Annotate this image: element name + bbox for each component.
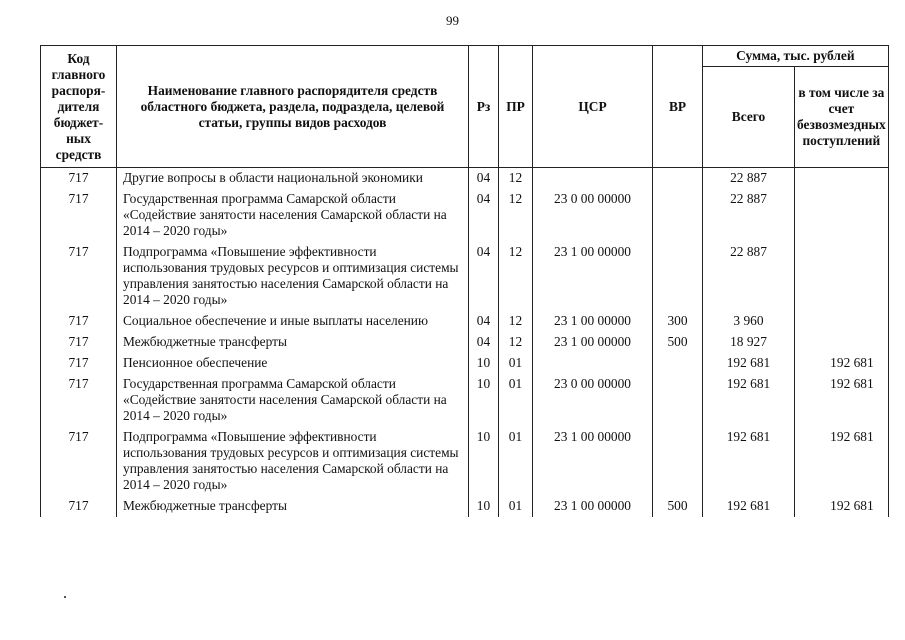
cell-rz: 04 [469, 332, 499, 353]
cell-total: 18 927 [703, 332, 795, 353]
header-csr: ЦСР [533, 46, 653, 168]
cell-vr [653, 168, 703, 190]
budget-table [40, 45, 889, 517]
cell-vr: 300 [653, 311, 703, 332]
cell-gratuitous: 192 681 [795, 427, 889, 496]
cell-vr [653, 427, 703, 496]
cell-csr: 23 1 00 00000 [533, 496, 653, 517]
cell-pr: 01 [499, 374, 533, 427]
cell-code: 717 [41, 353, 117, 374]
cell-gratuitous: 192 681 [795, 496, 889, 517]
cell-csr: 23 1 00 00000 [533, 311, 653, 332]
table-row [41, 427, 889, 496]
scan-dot [64, 596, 66, 598]
cell-vr [653, 374, 703, 427]
table-row [41, 496, 889, 517]
cell-name: Социальное обеспечение и иные выплаты населению [117, 311, 469, 332]
cell-name: Пенсионное обеспечение [117, 353, 469, 374]
cell-rz: 10 [469, 353, 499, 374]
cell-total: 192 681 [703, 374, 795, 427]
cell-code: 717 [41, 374, 117, 427]
table-row [41, 242, 889, 311]
cell-total: 22 887 [703, 242, 795, 311]
cell-vr: 500 [653, 332, 703, 353]
cell-vr: 500 [653, 496, 703, 517]
cell-pr: 01 [499, 427, 533, 496]
cell-total: 3 960 [703, 311, 795, 332]
cell-code: 717 [41, 189, 117, 242]
cell-code: 717 [41, 496, 117, 517]
cell-total: 192 681 [703, 427, 795, 496]
cell-gratuitous: 192 681 [795, 374, 889, 427]
cell-total: 192 681 [703, 496, 795, 517]
cell-rz: 04 [469, 189, 499, 242]
table-row [41, 189, 889, 242]
cell-vr [653, 242, 703, 311]
cell-csr: 23 0 00 00000 [533, 374, 653, 427]
cell-name: Государственная программа Самарской области «Содействие занятости населения Самарской области на 2014 – 2020 годы» [117, 374, 469, 427]
cell-gratuitous [795, 189, 889, 242]
cell-gratuitous [795, 168, 889, 190]
table-row [41, 311, 889, 332]
cell-csr: 23 1 00 00000 [533, 242, 653, 311]
cell-pr: 12 [499, 189, 533, 242]
cell-name: Подпрограмма «Повышение эффективности использования трудовых ресурсов и оптимизация системы управления занятостью населения Самарской области на 2014 – 2020 годы» [117, 427, 469, 496]
cell-rz: 04 [469, 311, 499, 332]
cell-code: 717 [41, 242, 117, 311]
cell-pr: 12 [499, 242, 533, 311]
header-total: Всего [703, 67, 795, 168]
cell-vr [653, 353, 703, 374]
cell-name: Другие вопросы в области национальной экономики [117, 168, 469, 190]
cell-gratuitous [795, 332, 889, 353]
cell-csr: 23 1 00 00000 [533, 332, 653, 353]
page-number: 99 [446, 13, 459, 28]
cell-rz: 10 [469, 496, 499, 517]
cell-code: 717 [41, 311, 117, 332]
cell-total: 192 681 [703, 353, 795, 374]
cell-code: 717 [41, 427, 117, 496]
cell-rz: 04 [469, 168, 499, 190]
header-name: Наименование главного распорядителя средств областного бюджета, раздела, подраздела, целевой статьи, группы видов расходов [117, 46, 469, 168]
cell-name: Подпрограмма «Повышение эффективности использования трудовых ресурсов и оптимизация системы управления занятостью населения Самарской области на 2014 – 2020 годы» [117, 242, 469, 311]
cell-pr: 01 [499, 496, 533, 517]
cell-total: 22 887 [703, 189, 795, 242]
cell-pr: 12 [499, 332, 533, 353]
cell-gratuitous: 192 681 [795, 353, 889, 374]
cell-rz: 10 [469, 427, 499, 496]
cell-name: Межбюджетные трансферты [117, 332, 469, 353]
cell-name: Государственная программа Самарской области «Содействие занятости населения Самарской области на 2014 – 2020 годы» [117, 189, 469, 242]
cell-csr: 23 0 00 00000 [533, 189, 653, 242]
table-row [41, 374, 889, 427]
cell-total: 22 887 [703, 168, 795, 190]
table-row [41, 353, 889, 374]
cell-code: 717 [41, 168, 117, 190]
header-rz: Рз [469, 46, 499, 168]
cell-csr [533, 168, 653, 190]
cell-pr: 12 [499, 311, 533, 332]
header-vr: ВР [653, 46, 703, 168]
header-code: Код главного распоря-дителя бюджет-ных средств [41, 46, 117, 168]
table-row [41, 168, 889, 190]
cell-code: 717 [41, 332, 117, 353]
cell-name: Межбюджетные трансферты [117, 496, 469, 517]
header-sum: Сумма, тыс. рублей [703, 46, 889, 67]
table-body [41, 168, 889, 518]
cell-rz: 10 [469, 374, 499, 427]
cell-gratuitous [795, 242, 889, 311]
cell-csr: 23 1 00 00000 [533, 427, 653, 496]
cell-gratuitous [795, 311, 889, 332]
table-row [41, 332, 889, 353]
header-gratuitous: в том числе за счет безвозмездных поступлений [795, 67, 889, 168]
cell-rz: 04 [469, 242, 499, 311]
cell-pr: 12 [499, 168, 533, 190]
cell-vr [653, 189, 703, 242]
cell-csr [533, 353, 653, 374]
cell-pr: 01 [499, 353, 533, 374]
header-pr: ПР [499, 46, 533, 168]
